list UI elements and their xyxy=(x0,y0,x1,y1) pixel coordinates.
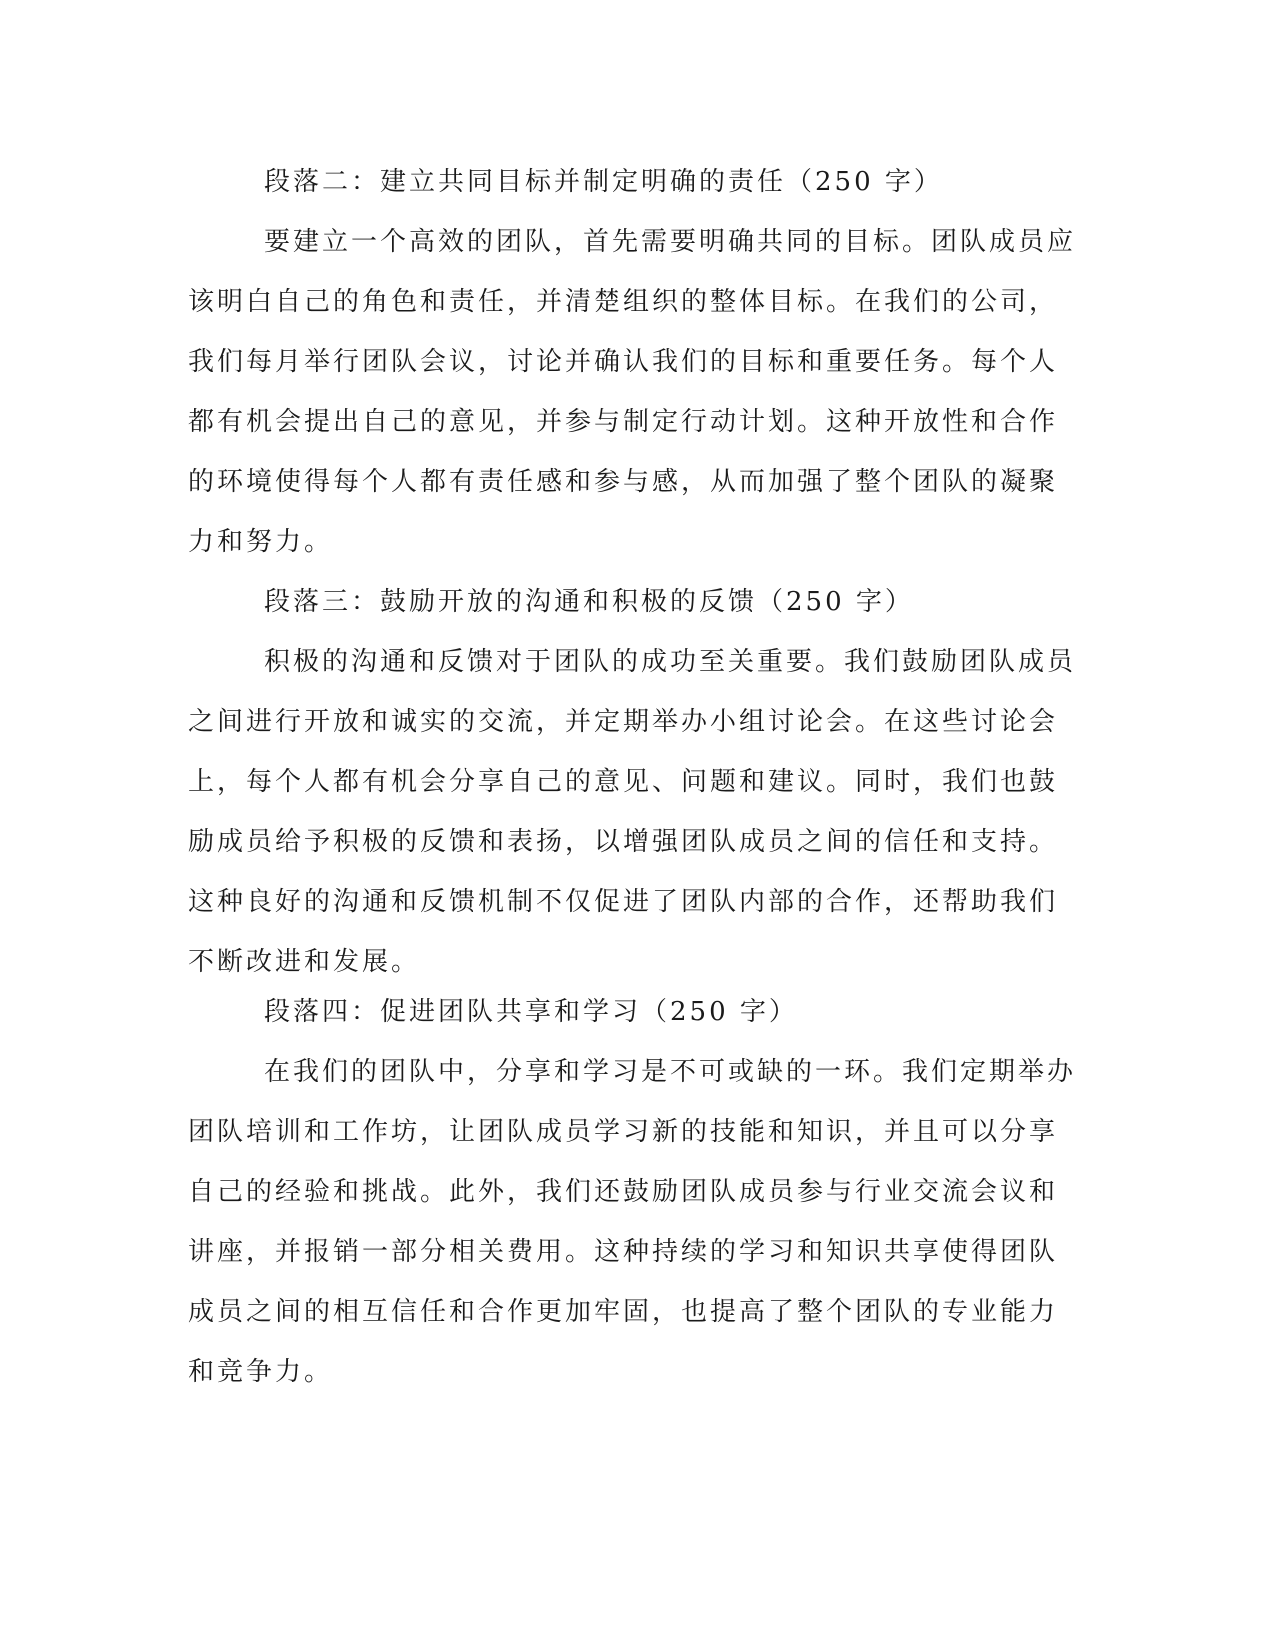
paragraph-line: 励成员给予积极的反馈和表扬，以增强团队成员之间的信任和支持。 xyxy=(188,827,1059,857)
paragraph-line: 之间进行开放和诚实的交流，并定期举办小组讨论会。在这些讨论会 xyxy=(188,707,1059,737)
paragraph-line: 积极的沟通和反馈对于团队的成功至关重要。我们鼓励团队成员 xyxy=(264,647,1077,677)
paragraph-line: 讲座，并报销一部分相关费用。这种持续的学习和知识共享使得团队 xyxy=(188,1237,1059,1267)
paragraph-line: 团队培训和工作坊，让团队成员学习新的技能和知识，并且可以分享 xyxy=(188,1117,1059,1147)
section-four xyxy=(188,982,1088,1402)
paragraph-line: 和竞争力。 xyxy=(188,1357,334,1387)
paragraph-line: 这种良好的沟通和反馈机制不仅促进了团队内部的合作，还帮助我们 xyxy=(188,887,1059,917)
paragraph-line: 我们每月举行团队会议，讨论并确认我们的目标和重要任务。每个人 xyxy=(188,347,1059,377)
paragraph-line: 力和努力。 xyxy=(188,527,334,557)
paragraph-line: 在我们的团队中，分享和学习是不可或缺的一环。我们定期举办 xyxy=(264,1057,1077,1087)
paragraph-line: 自己的经验和挑战。此外，我们还鼓励团队成员参与行业交流会议和 xyxy=(188,1177,1059,1207)
section-heading: 段落三：鼓励开放的沟通和积极的反馈（250 字） xyxy=(264,587,914,617)
section-heading: 段落四：促进团队共享和学习（250 字） xyxy=(264,997,798,1027)
paragraph-line: 都有机会提出自己的意见，并参与制定行动计划。这种开放性和合作 xyxy=(188,407,1059,437)
paragraph-line: 不断改进和发展。 xyxy=(188,947,421,977)
paragraph-line: 成员之间的相互信任和合作更加牢固，也提高了整个团队的专业能力 xyxy=(188,1297,1059,1327)
section-three xyxy=(188,572,1088,992)
paragraph-line: 该明白自己的角色和责任，并清楚组织的整体目标。在我们的公司， xyxy=(188,287,1059,317)
section-two xyxy=(188,152,1088,572)
paragraph-line: 要建立一个高效的团队，首先需要明确共同的目标。团队成员应 xyxy=(264,227,1077,257)
paragraph-line: 上，每个人都有机会分享自己的意见、问题和建议。同时，我们也鼓 xyxy=(188,767,1059,797)
section-heading: 段落二：建立共同目标并制定明确的责任（250 字） xyxy=(264,167,943,197)
paragraph-line: 的环境使得每个人都有责任感和参与感，从而加强了整个团队的凝聚 xyxy=(188,467,1059,497)
